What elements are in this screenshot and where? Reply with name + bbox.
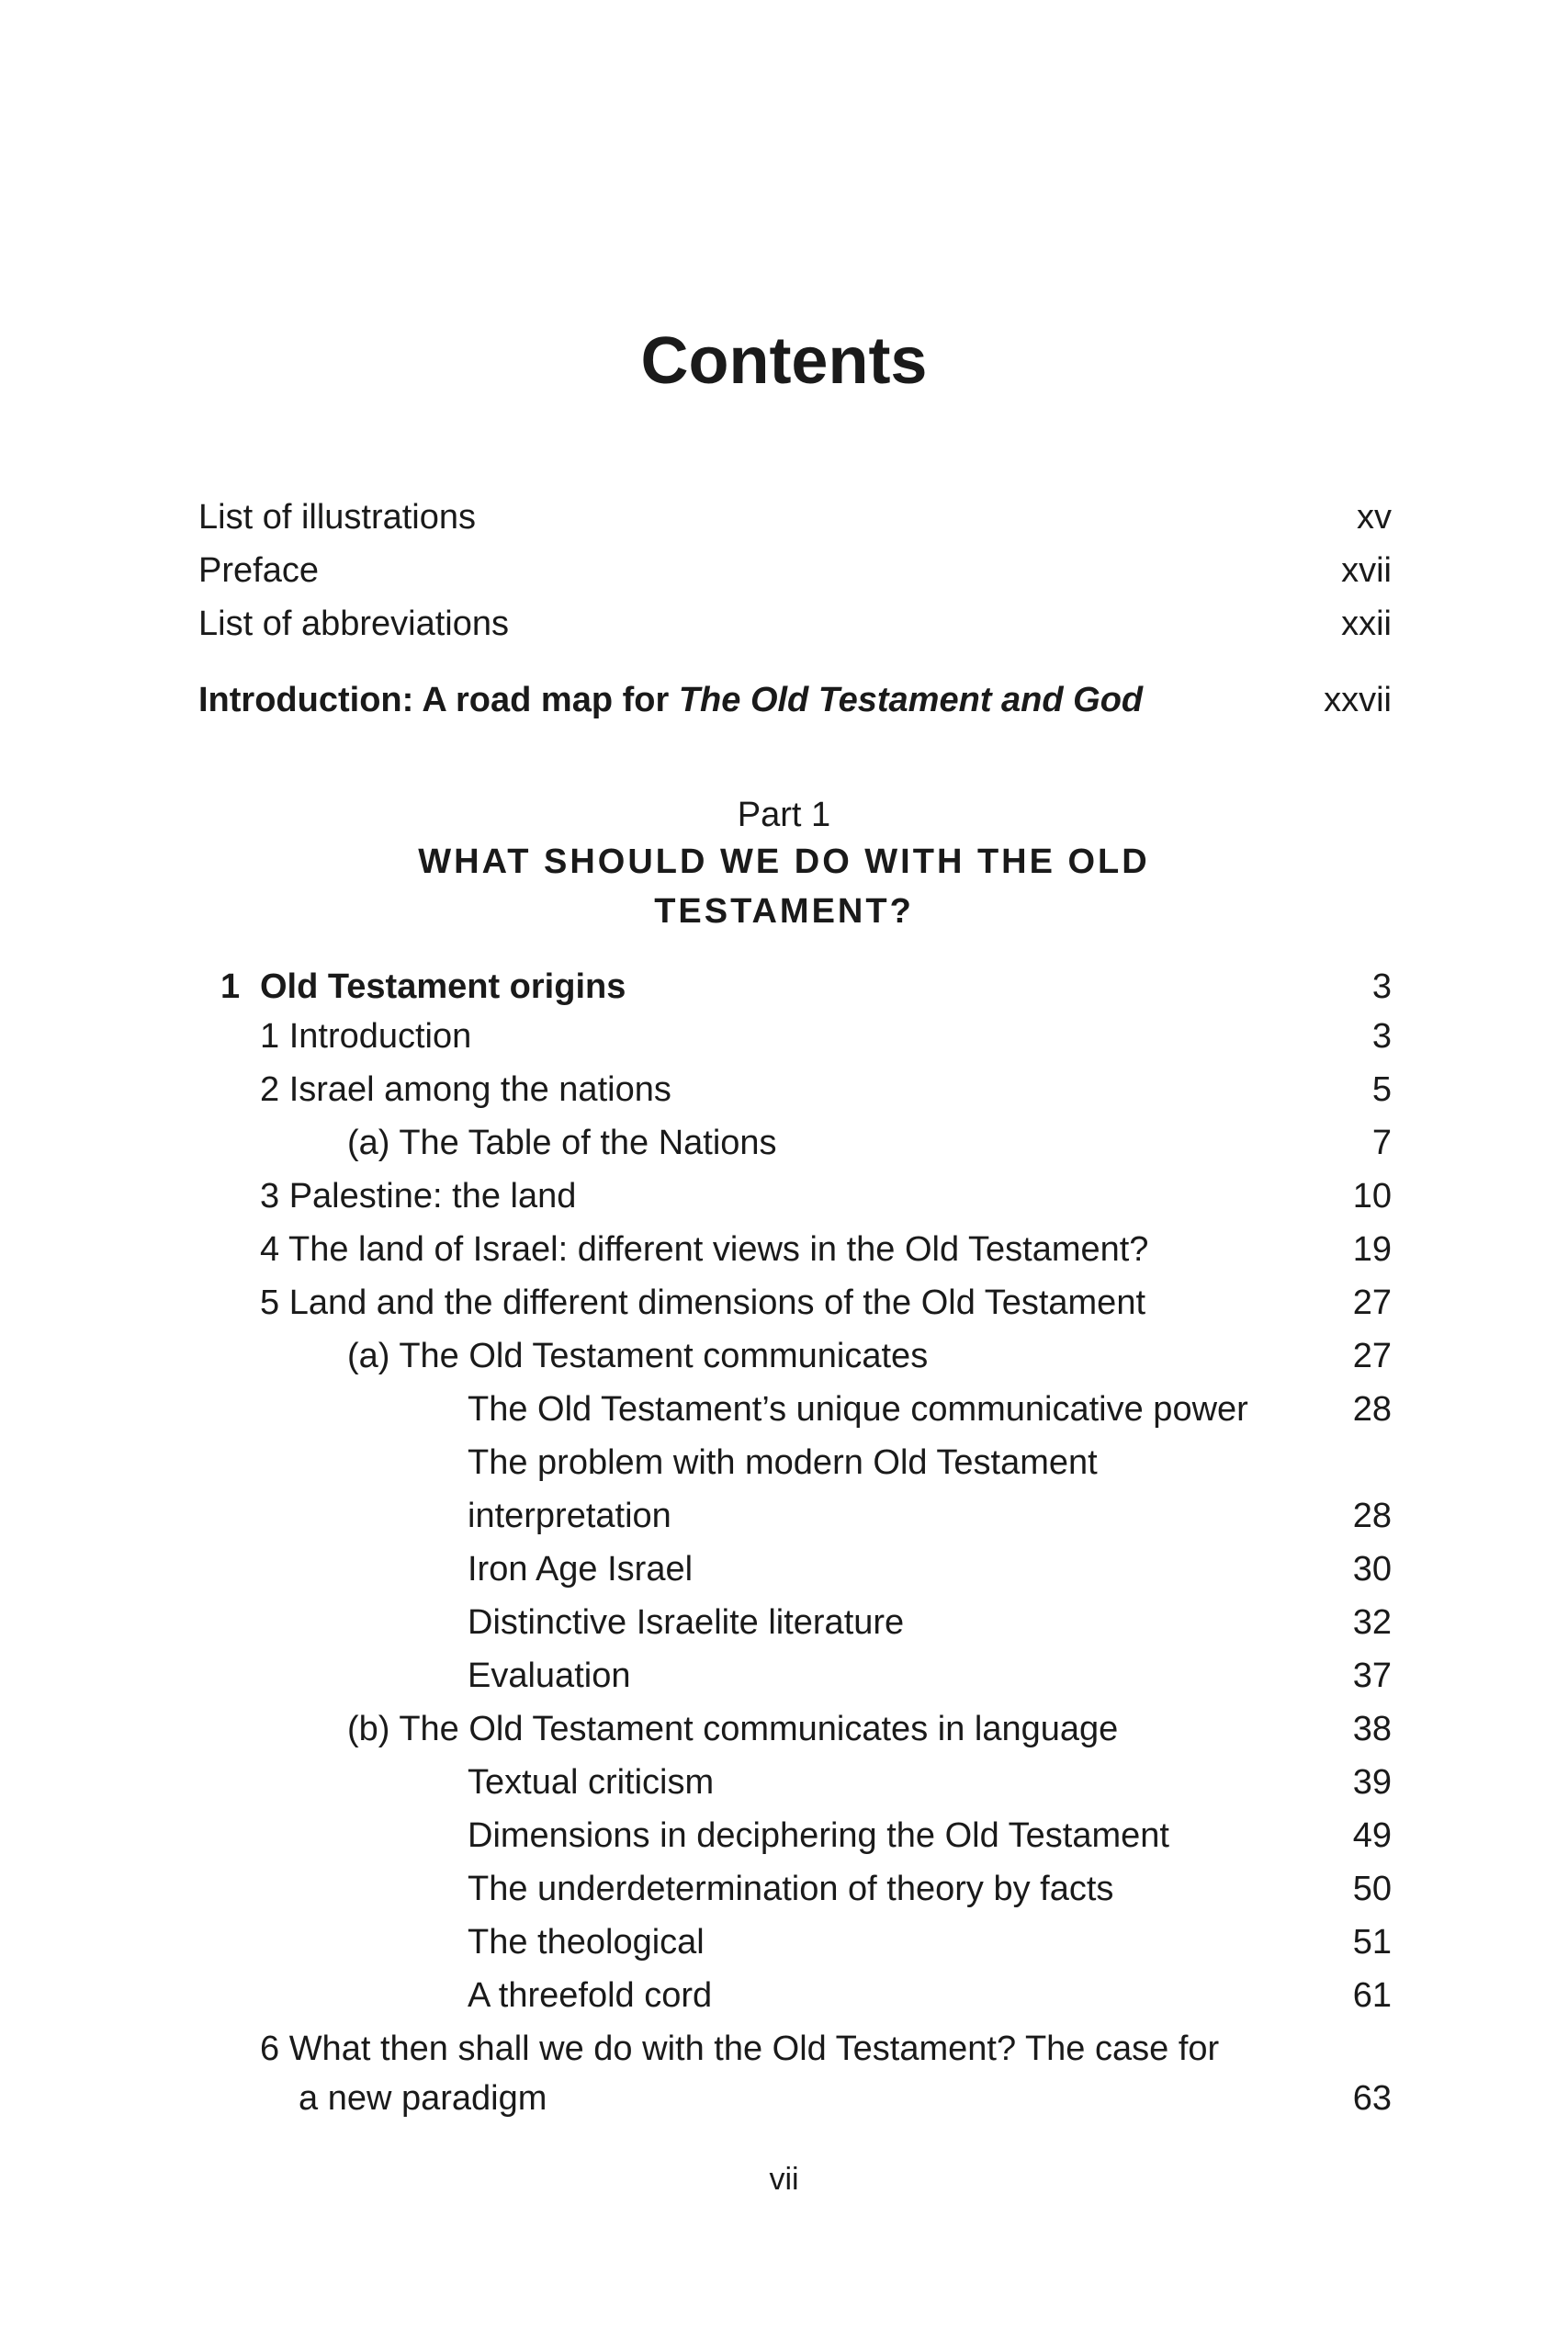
page-title: Contents [640,324,928,398]
toc-entry-label: (a) The Old Testament communicates [347,1337,929,1375]
toc-introduction-page: xxvii [1324,681,1392,719]
toc-entry-page: 51 [1352,1923,1392,1962]
toc-entry-page: 50 [1352,1870,1392,1908]
toc-entry-page: 63 [1352,2079,1392,2118]
toc-chapter-title: Old Testament origins [260,967,626,1006]
toc-entry [0,1116,1568,1170]
toc-entry [0,1436,1568,1489]
toc-entry [0,544,1568,597]
toc-entry-page: 27 [1352,1337,1392,1375]
toc-entry [0,1596,1568,1649]
toc-entry-label: The underdetermination of theory by facts [468,1870,1114,1908]
toc-chapter-number: 1 [220,967,241,1006]
toc-entry [0,1543,1568,1596]
toc-entry [0,1170,1568,1223]
toc-entry-label: A threefold cord [468,1976,713,2015]
toc-entry-page: xv [1357,498,1392,537]
toc-entry [0,491,1568,544]
toc-entry [0,1862,1568,1916]
toc-entry-label: The theological [468,1923,705,1962]
toc-entry-page: 30 [1352,1550,1392,1589]
toc-entry-page: 38 [1352,1710,1392,1748]
toc-entry [0,1649,1568,1702]
toc-chapter-page: 3 [1371,967,1392,1006]
toc-introduction-label [198,673,1143,727]
toc-entry [0,1489,1568,1543]
toc-entry-page: 10 [1352,1177,1392,1216]
toc-entry-label: Distinctive Israelite literature [468,1603,905,1642]
page-number: vii [769,2162,799,2197]
toc-entry-page: 7 [1371,1124,1392,1162]
toc-entry-label: The Old Testament’s unique communicative power [468,1390,1248,1429]
toc-entry-page: 61 [1352,1976,1392,2015]
toc-introduction-prefix: Introduction: A road map for [198,681,679,719]
toc-entry [0,1276,1568,1329]
toc-entry-page: 3 [1371,1017,1392,1056]
part-title-line-1: WHAT SHOULD WE DO WITH THE OLD [418,842,1150,881]
toc-entry-label: 2 Israel among the nations [260,1070,671,1109]
toc-entry-label: Evaluation [468,1657,631,1695]
toc-entry [0,597,1568,650]
toc-entry [0,1969,1568,2022]
toc-entry [0,2072,1568,2125]
toc-entry-label: List of illustrations [198,498,477,537]
toc-entry-label: 5 Land and the different dimensions of the Old Testament [260,1283,1146,1322]
toc-entry-label: 1 Introduction [260,1017,472,1056]
toc-entry-label: (b) The Old Testament communicates in language [347,1710,1119,1748]
toc-entry [0,1809,1568,1862]
toc-introduction [0,673,1568,727]
toc-entry [0,1010,1568,1063]
toc-entry [0,1756,1568,1809]
toc-entry-label: List of abbreviations [198,605,509,643]
toc-entry-page: 19 [1352,1230,1392,1269]
toc-entry-label: Preface [198,551,319,590]
toc-entry-label: (a) The Table of the Nations [347,1124,777,1162]
toc-entry [0,1223,1568,1276]
toc-introduction-book-title: The Old Testament and God [678,681,1144,719]
toc-entry-page: 49 [1352,1816,1392,1855]
toc-entry [0,1063,1568,1116]
toc-entry-page: 5 [1371,1070,1392,1109]
toc-entry-page: 28 [1352,1497,1392,1535]
toc-entry-label: 4 The land of Israel: different views in the Old Testament? [260,1230,1149,1269]
toc-entry [0,1329,1568,1383]
toc-entry [0,1383,1568,1436]
toc-entry-page: 28 [1352,1390,1392,1429]
toc-entry-label: 6 What then shall we do with the Old Testament? The case for [260,2030,1220,2068]
toc-entry-label: a new paradigm [299,2079,547,2118]
part-label: Part 1 [737,796,831,834]
toc-entry-page: xvii [1341,551,1392,590]
toc-entry-label: Dimensions in deciphering the Old Testament [468,1816,1169,1855]
toc-entry-label: The problem with modern Old Testament [468,1443,1098,1482]
toc-entry-label: Textual criticism [468,1763,715,1802]
toc-entry-page: xxii [1341,605,1392,643]
toc-entry [0,2022,1568,2075]
toc-entry-page: 27 [1352,1283,1392,1322]
toc-entry-label: 3 Palestine: the land [260,1177,577,1216]
toc-entry-label: interpretation [468,1497,671,1535]
toc-entry [0,1702,1568,1756]
toc-entry-page: 39 [1352,1763,1392,1802]
toc-chapter [0,960,1568,1013]
toc-entry [0,1916,1568,1969]
toc-entry-page: 37 [1352,1657,1392,1695]
toc-entry-page: 32 [1352,1603,1392,1642]
toc-entry-label: Iron Age Israel [468,1550,694,1589]
part-title-line-2: TESTAMENT? [654,892,914,931]
